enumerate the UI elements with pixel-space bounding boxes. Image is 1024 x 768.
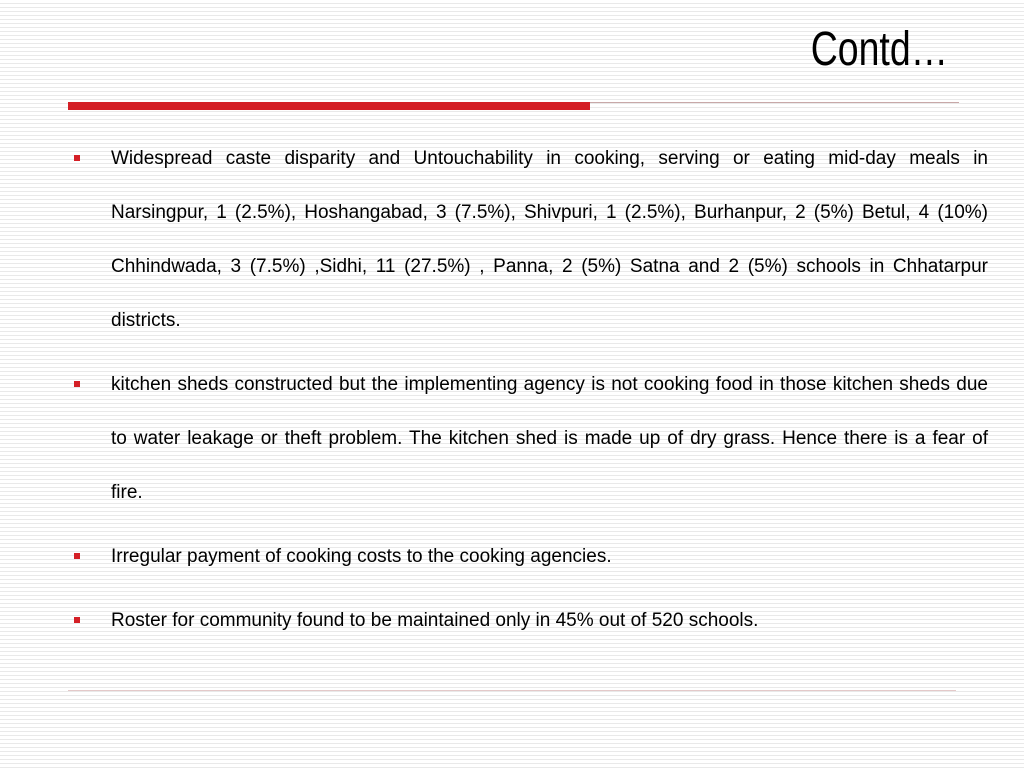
bullet-item (74, 594, 988, 648)
bullet-text: Roster for community found to be maintained only in 45% out of 520 schools. (111, 610, 759, 631)
footer-divider (68, 690, 956, 691)
bullet-text: Irregular payment of cooking costs to the cooking agencies. (111, 546, 612, 567)
title-accent-bar (68, 102, 590, 110)
bullet-square-icon (74, 155, 80, 161)
bullet-square-icon (74, 553, 80, 559)
bullet-item (74, 358, 988, 520)
bullet-list (74, 132, 988, 658)
bullet-square-icon (74, 381, 80, 387)
bullet-text: Widespread caste disparity and Untouchability in cooking, serving or eating mid-day meals in Narsingpur, 1 (2.5%), Hoshangabad, 3 (7.5%), Shivpuri, 1 (2.5%), Burhanpur, 2 (5%) Betul, 4 (10%) Chhindwada, 3 (7.5%) ,Sidhi, 11 (27.5%) , Panna, 2 (5%) Satna and 2 (5%) schools in Chhatarpur districts. (111, 148, 988, 331)
slide-title: Contd… (810, 23, 948, 76)
bullet-item (74, 132, 988, 348)
bullet-item (74, 530, 988, 584)
bullet-text: kitchen sheds constructed but the implementing agency is not cooking food in those kitchen sheds due to water leakage or theft problem. The kitchen shed is made up of dry grass. Hence there is a fear of fire. (111, 374, 988, 503)
bullet-square-icon (74, 617, 80, 623)
